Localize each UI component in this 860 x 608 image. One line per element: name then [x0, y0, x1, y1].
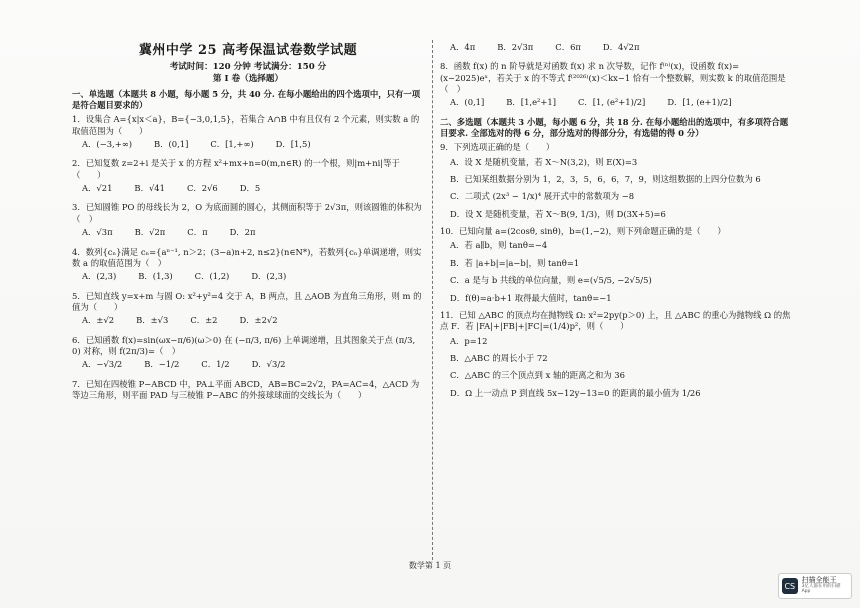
- q3-options: [82, 227, 424, 238]
- question-7: [72, 379, 424, 402]
- q2-option: A．√21: [82, 183, 113, 194]
- q9-option: C．二项式 (2x³ − 1/x)⁴ 展开式中的常数项为 −8: [450, 191, 635, 202]
- q11-option: A．p=12: [450, 335, 488, 346]
- q4-option: D．(2,3): [251, 271, 287, 282]
- question-stem: 3．已知圆锥 PO 的母线长为 2，O 为底面圆的圆心，其侧面积等于 2√3π，则该圆锥的体积为（ ）: [72, 202, 422, 224]
- q10-option: B．若 |a+b|=|a−b|，则 tanθ=1: [450, 257, 580, 268]
- question-6: [72, 335, 424, 371]
- question-stem: 9．下列选项正确的是（ ）: [440, 142, 555, 153]
- question-stem: 11．已知 △ABC 的顶点均在抛物线 Ω: x²=2py(p＞0) 上，且 △ABC 的重心为抛物线 Ω 的焦点 F．若 |FA|+|FB|+|FC|=(1/4)p²，则（ ）: [440, 309, 791, 332]
- q10-option: A．若 a∥b，则 tanθ=−4: [450, 240, 548, 251]
- question-11: [440, 310, 792, 399]
- left-column: [72, 42, 424, 404]
- question-5: [72, 291, 424, 327]
- exam-subtitle: 考试时间：120 分钟 考试满分：150 分: [169, 61, 327, 72]
- question-3: [72, 202, 424, 238]
- left-question-list: [72, 114, 424, 401]
- q7-options: [450, 42, 792, 53]
- question-9: [440, 142, 792, 220]
- question-stem: 6．已知函数 f(x)=sin(ωx−π/6)(ω＞0) 在 (−π/3, π/6) 上单调递增，且其图象关于点 (π/3, 0) 对称，则 f(2π/3)=（ ）: [72, 334, 416, 356]
- watermark-subtext: 3亿人都在用的扫描App: [801, 583, 841, 594]
- q8-option: D．[1, (e+1)/2]: [667, 97, 732, 108]
- question-stem: 5．已知直线 y=x+m 与圆 O: x²+y²=4 交于 A，B 两点，且 △AOB 为直角三角形，则 m 的值为（ ）: [72, 290, 422, 312]
- question-stem: 4．数列{cₙ}满足 cₙ={aⁿ⁻¹, n＞2；(3−a)n+2, n≤2}(n∈N*)，若数列{cₙ}单调递增，则实数 a 的取值范围为（ ）: [72, 246, 422, 268]
- q10-options: [450, 240, 792, 303]
- q2-option: C．2√6: [186, 183, 218, 194]
- q9-option: A．设 X 是随机变量，若 X～N(3,2)，则 E(X)=3: [450, 156, 638, 167]
- q5-option: D．±2√2: [239, 315, 278, 326]
- page-footer: 数学第 1 页: [408, 561, 452, 570]
- q4-options: [82, 271, 424, 282]
- question-stem: 10．已知向量 a=(2cosθ, sinθ)，b=(1,−2)，则下列命题正确的是（ ）: [440, 226, 726, 237]
- q8-options: [450, 97, 792, 108]
- q5-options: [82, 315, 424, 326]
- q4-option: C．(1,2): [194, 271, 230, 282]
- q5-option: A．±√2: [82, 315, 115, 326]
- q5-option: B．±√3: [136, 315, 169, 326]
- q8-option: B．[1,e²+1]: [506, 97, 556, 108]
- q4-option: B．(1,3): [138, 271, 173, 282]
- q7-option: B．2√3π: [497, 42, 534, 52]
- watermark-name: 扫描全能王: [801, 576, 837, 585]
- camscanner-logo-icon: CS: [782, 578, 798, 594]
- q10-option: D．f(θ)=a·b+1 取得最大值时，tanθ=−1: [450, 292, 612, 303]
- q11-option: D．Ω 上一动点 P 到直线 5x−12y−13=0 的距离的最小值为 1/26: [450, 387, 701, 398]
- q1-option: D．[1,5): [275, 139, 311, 150]
- question-stem: 8．函数 f(x) 的 n 阶导就是对函数 f(x) 求 n 次导数，记作 f⁽ⁿ⁾(x)，设函数 f(x)=(x−2025)eˣ，若关于 x 的不等式 f⁽²⁰²⁶⁾(x)＜kx−1 恰有一个整数解，则实数 k 的取值范围是（ ）: [440, 61, 786, 95]
- q6-options: [82, 359, 424, 370]
- q2-option: B．√41: [134, 183, 165, 194]
- q11-option: B．△ABC 的周长小于 72: [450, 352, 548, 363]
- q7-option: C．6π: [555, 42, 581, 52]
- q3-option: B．√2π: [134, 227, 166, 238]
- question-stem: 1．设集合 A={x|x＜a}，B={−3,0,1,5}，若集合 A∩B 中有且仅有 2 个元素，则实数 a 的取值范围为（ ）: [72, 114, 420, 136]
- question-2: [72, 158, 424, 194]
- q6-option: B．−1/2: [144, 359, 180, 370]
- question-4: [72, 247, 424, 283]
- section-single-choice: 一、单选题（本题共 8 小题，每小题 5 分，共 40 分. 在每小题给出的四个选项中，只有一项是符合题目要求的）: [72, 88, 421, 111]
- q6-option: C．1/2: [201, 359, 230, 370]
- q3-option: D．2π: [229, 227, 256, 238]
- q10-option: C．a 是与 b 共线的单位向量，则 e=(√5/5, −2√5/5): [450, 275, 652, 286]
- q2-option: D．5: [239, 183, 261, 194]
- question-1: [72, 114, 424, 150]
- q9-option: D．设 X 是随机变量，若 X～B(9, 1/3)，则 D(3X+5)=6: [450, 208, 666, 219]
- q1-options: [82, 139, 424, 150]
- q11-options: [450, 336, 792, 399]
- exam-title: 冀州中学 25 高考保温试卷数学试题: [138, 43, 358, 58]
- q8-option: C．[1, (e²+1)/2]: [578, 97, 646, 108]
- scanner-watermark: [778, 573, 852, 599]
- question-stem: 7．已知在四棱锥 P−ABCD 中，PA⊥平面 ABCD，AB=BC=2√2，PA=AC=4，△ACD 为等边三角形，则平面 PAD 与三棱锥 P−ABC 的外接球球面的交线长为（ ）: [72, 378, 420, 400]
- q1-option: C．[1,+∞): [210, 139, 254, 150]
- q9-options: [450, 157, 792, 220]
- column-divider: [432, 40, 433, 560]
- q3-option: C．π: [187, 227, 208, 238]
- q5-option: C．±2: [190, 315, 218, 326]
- q6-option: D．√3/2: [251, 359, 286, 370]
- q1-option: A．(−3,+∞): [82, 139, 132, 150]
- q1-option: B．(0,1]: [153, 139, 189, 150]
- question-10: [440, 226, 792, 304]
- q3-option: A．√3π: [82, 227, 113, 238]
- q2-options: [82, 183, 424, 194]
- question-8: [440, 61, 792, 108]
- q4-option: A．(2,3): [82, 271, 117, 282]
- section-multi-choice: 二、多选题（本题共 3 小题，每小题 6 分，共 18 分. 在每小题给出的选项中，有多项符合题目要求. 全部选对的得 6 分，部分选对的得部分分，有选错的得 0 分）: [440, 116, 789, 139]
- q8-option: A．(0,1]: [450, 97, 485, 108]
- q6-option: A．−√3/2: [82, 359, 123, 370]
- q11-option: C．△ABC 的三个顶点到 x 轴的距离之和为 36: [450, 370, 625, 381]
- q7-option: A．4π: [450, 42, 476, 52]
- right-column: [440, 42, 792, 405]
- q7-option: D．4√2π: [602, 42, 640, 52]
- volume-heading: 第 I 卷（选择题）: [212, 74, 284, 85]
- q9-option: B．已知某组数据分别为 1，2，3，5，6，6，7，9，则这组数据的上四分位数为 6: [450, 174, 761, 185]
- question-stem: 2．已知复数 z=2+i 是关于 x 的方程 x²+mx+n=0(m,n∈R) 的一个根，则|m+ni|等于（ ）: [72, 158, 400, 180]
